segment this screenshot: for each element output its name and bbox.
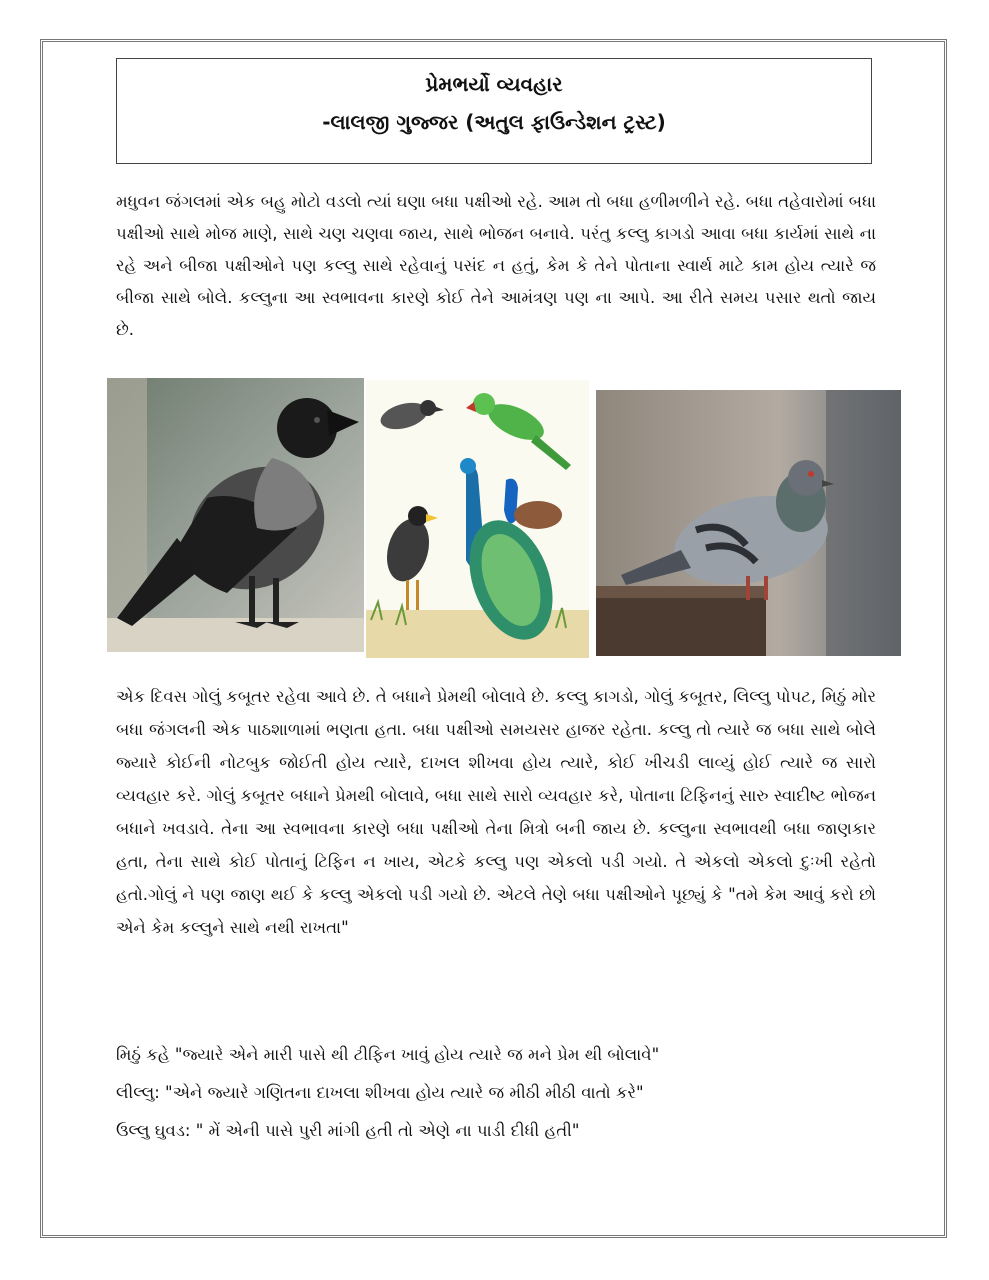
dialogue-mithu: મિઠું કહે "જ્યારે એને મારી પાસે થી ટીફિન ખાવું હોય ત્યારે જ મને પ્રેમ થી બોલાવે" [116,1045,660,1064]
birds-illustration [366,380,589,658]
crow-photo [107,378,364,652]
title-box [116,58,872,164]
dialogue-lillu: લીલ્લુ: "એને જ્યારે ગણિતના દાખલા શીખવા હોય ત્યારે જ મીઠી મીઠી વાતો કરે" [116,1083,644,1102]
paragraph-intro: મધુવન જંગલમાં એક બહુ મોટો વડલો ત્યાં ઘણા બધા પક્ષીઓ રહે. આમ તો બધા હળીમળીને રહે. બધા તહેવારોમાં બધા પક્ષીઓ સાથે મોજ માણે, સાથે ચણ ચણવા જાય, સાથે ભોજન બનાવે. પરંતુ કલ્લુ કાગડો આવા બધા કાર્યમાં સાથે ના રહે અને બીજા પક્ષીઓને પણ કલ્લુ સાથે રહેવાનું પસંદ ન હતું, કેમ કે તેને પોતાના સ્વાર્થ માટે કામ હોય ત્યારે જ બીજા સાથે બોલે. કલ્લુના આ સ્વભાવના કારણે કોઈ તેને આમંત્રણ પણ ના આપે. આ રીતે સમય પસાર થતો જાય છે. [116,192,876,339]
paragraph-story: એક દિવસ ગોલું કબૂતર રહેવા આવે છે. તે બધાને પ્રેમથી બોલાવે છે. કલ્લુ કાગડો, ગોલું કબૂતર, લિલ્લુ પોપટ, મિઠું મોર બધા જંગલની એક પાઠશાળામાં ભણતા હતા. બધા પક્ષીઓ સમયસર હાજર રહેતા. કલ્લુ તો ત્યારે જ બધા સાથે બોલે જ્યારે કોઈની નોટબુક જોઈતી હોય ત્યારે, દાખલ શીખવા હોય ત્યારે, કોઈ ખીચડી લાવ્યું હોઈ ત્યારે જ સારો વ્યવહાર કરે. ગોલું કબૂતર બધાને પ્રેમથી બોલાવે, બધા સાથે સારો વ્યવહાર કરે, પોતાના ટિફિનનું સારુ સ્વાદીષ્ટ ભોજન બધાને ખવડાવે. તેના આ સ્વભાવના કારણે બધા પક્ષીઓ તેના મિત્રો બની જાય છે. કલ્લુના સ્વભાવથી બધા જાણકાર હતા, તેના સાથે કોઈ પોતાનું ટિફિન ન ખાય, એટકે કલ્લુ પણ એકલો પડી ગયો. તે એકલો એકલો દુઃખી રહેતો હતો.ગોલું ને પણ જાણ થઈ કે કલ્લુ એકલો પડી ગયો છે. એટલે તેણે બધા પક્ષીઓને પૂછ્યું કે "તમે કેમ આવું કરો છો એને કેમ કલ્લુને સાથે નથી રાખતા" [116,687,876,937]
pigeon-photo [596,390,901,656]
dialogue-ullu: ઉલ્લુ ઘુવડ: " મેં એની પાસે પુરી માંગી હતી તો એણે ના પાડી દીધી હતી" [116,1121,580,1140]
story-title: પ્રેમભર્યો વ્યવહાર [425,72,563,96]
story-author: -લાલજી ગુજ્જર (અતુલ ફાઉન્ડેશન ટ્રસ્ટ) [322,110,666,134]
